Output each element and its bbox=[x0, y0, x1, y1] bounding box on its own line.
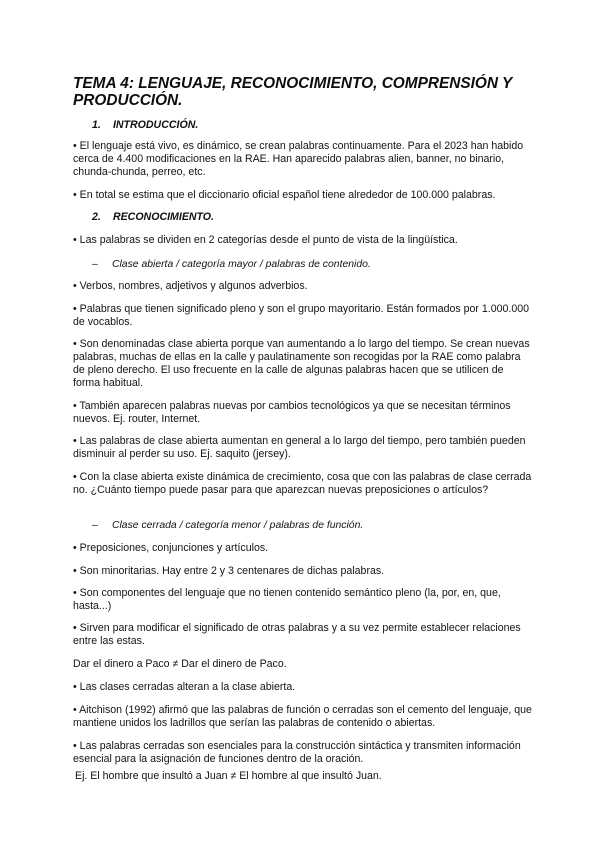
paragraph-text: También aparecen palabras nuevas por cambios tecnológicos ya que se necesitan términos nuevos. Ej. router, Internet. bbox=[73, 400, 511, 426]
bullet: • bbox=[73, 681, 77, 693]
paragraph-dos-categorias bbox=[73, 234, 533, 247]
section-title: RECONOCIMIENTO. bbox=[112, 211, 214, 223]
paragraph-aitchison bbox=[73, 704, 533, 730]
bullet: • bbox=[73, 234, 77, 246]
paragraph-sin-contenido-semantico bbox=[73, 587, 533, 613]
paragraph-text: Las palabras cerradas son esenciales para la construcción sintáctica y transmiten información esencial para la asignación de funciones dentro de la oración. bbox=[73, 740, 521, 766]
paragraph-text: En total se estima que el diccionario oficial español tiene alrededor de 100.000 palabras. bbox=[79, 189, 496, 201]
paragraph-text: Las palabras de clase abierta aumentan en general a lo largo del tiempo, pero también pueden disminuir al perder su uso. Ej. saquito (jersey). bbox=[73, 435, 526, 461]
bullet: • bbox=[73, 189, 77, 201]
section-title: INTRODUCCIÓN. bbox=[112, 119, 199, 131]
bullet: • bbox=[73, 542, 77, 554]
paragraph-verbos-nombres bbox=[73, 280, 533, 293]
dash: – bbox=[92, 259, 98, 270]
paragraph-clase-abierta-aumento bbox=[73, 338, 533, 390]
paragraph-preposiciones bbox=[73, 542, 533, 555]
document-title: TEMA 4: LENGUAJE, RECONOCIMIENTO, COMPRENSIÓN Y PRODUCCIÓN. bbox=[73, 75, 512, 109]
paragraph-clases-cerradas-alteran bbox=[73, 681, 533, 694]
paragraph-modificar-significado bbox=[73, 622, 533, 648]
bullet: • bbox=[73, 400, 77, 412]
paragraph-text: Verbos, nombres, adjetivos y algunos adverbios. bbox=[79, 280, 308, 292]
bullet: • bbox=[73, 280, 77, 292]
paragraph-text: Las clases cerradas alteran a la clase abierta. bbox=[79, 681, 296, 693]
paragraph-dinamica-crecimiento bbox=[73, 471, 533, 497]
section-number: 1. bbox=[92, 119, 101, 131]
bullet: • bbox=[73, 565, 77, 577]
paragraph-text: Son componentes del lenguaje que no tienen contenido semántico pleno (la, por, en, que, hasta...) bbox=[73, 587, 501, 613]
subcategory-text: Clase abierta / categoría mayor / palabras de contenido. bbox=[112, 259, 371, 270]
bullet: • bbox=[73, 471, 77, 483]
paragraph-text: El lenguaje está vivo, es dinámico, se crean palabras continuamente. Para el 2023 han habido cerca de 4.400 modificaciones en la RAE. Han aparecido palabras alien, banner, no binario, chunda-chunda, perreo, etc. bbox=[73, 140, 524, 179]
paragraph-text: Son minoritarias. Hay entre 2 y 3 centenares de dichas palabras. bbox=[79, 565, 385, 577]
bullet: • bbox=[73, 303, 77, 315]
paragraph-text: Palabras que tienen significado pleno y son el grupo mayoritario. Están formados por 1.000.000 de vocablos. bbox=[73, 303, 530, 329]
paragraph-text: Aitchison (1992) afirmó que las palabras de función o cerradas son el cemento del lenguaje, que mantiene unidos los ladrillos que serían las palabras de contenido o abiertas. bbox=[73, 704, 532, 730]
paragraph-minoritarias bbox=[73, 565, 533, 578]
paragraph-cambios-tecnologicos bbox=[73, 400, 533, 426]
bullet: • bbox=[73, 587, 77, 599]
section-heading-reconocimiento bbox=[92, 211, 214, 224]
bullet: • bbox=[73, 622, 77, 634]
paragraph-text: Sirven para modificar el significado de otras palabras y a su vez permite establecer relaciones entre las estas. bbox=[73, 622, 521, 648]
paragraph-construccion-sintactica bbox=[73, 740, 533, 766]
paragraph-text: Con la clase abierta existe dinámica de crecimiento, cosa que con las palabras de clase cerrada no. ¿Cuánto tiempo puede pasar para que aparezcan nuevas preposiciones o artículos? bbox=[73, 471, 532, 497]
subcategory-text: Clase cerrada / categoría menor / palabras de función. bbox=[112, 520, 364, 531]
paragraph-significado-pleno bbox=[73, 303, 533, 329]
bullet: • bbox=[73, 140, 77, 152]
example-hombre-insulto: Ej. El hombre que insultó a Juan ≠ El hombre al que insultó Juan. bbox=[75, 770, 382, 782]
paragraph-total-palabras bbox=[73, 189, 533, 202]
section-heading-introduccion bbox=[92, 119, 198, 132]
dash: – bbox=[92, 520, 98, 531]
paragraph-lenguaje-vivo bbox=[73, 140, 533, 179]
subcategory-clase-cerrada bbox=[92, 519, 363, 532]
bullet: • bbox=[73, 740, 77, 752]
section-number: 2. bbox=[92, 211, 101, 223]
paragraph-text: Son denominadas clase abierta porque van aumentando a lo largo del tiempo. Se crean nuevas palabras, muchas de ellas en la calle y paulatinamente son recogidas por la RAE como palabra de pleno derecho. El uso frecuente en la calle de algunas palabras hacen que se utilicen de forma habitual. bbox=[73, 338, 530, 390]
subcategory-clase-abierta bbox=[92, 258, 371, 271]
paragraph-disminuir-uso bbox=[73, 435, 533, 461]
example-dar-dinero: Dar el dinero a Paco ≠ Dar el dinero de Paco. bbox=[73, 658, 287, 670]
bullet: • bbox=[73, 435, 77, 447]
paragraph-text: Preposiciones, conjunciones y artículos. bbox=[79, 542, 269, 554]
bullet: • bbox=[73, 704, 77, 716]
paragraph-text: Las palabras se dividen en 2 categorías desde el punto de vista de la lingüística. bbox=[79, 234, 458, 246]
bullet: • bbox=[73, 338, 77, 350]
